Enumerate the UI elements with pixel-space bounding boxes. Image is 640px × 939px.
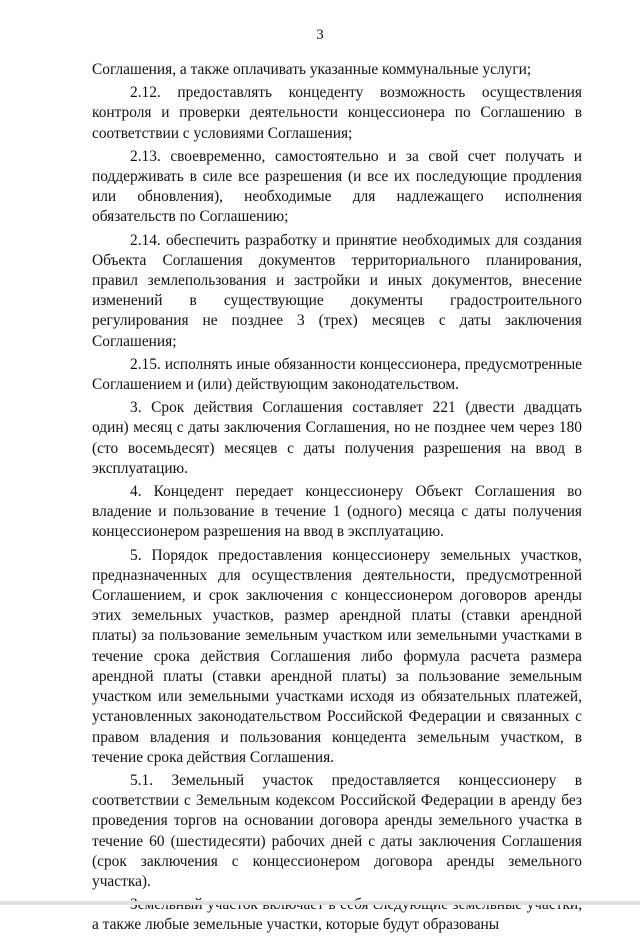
page-number: 3 — [316, 27, 324, 43]
paragraph-5-1: 5.1. Земельный участок предоставляется концессионеру в соответствии с Земельным кодексом Российской Федерации в аренду без проведения торгов на основании договора аренды земельного участка в течение 60 (шестидесяти) рабочих дней с даты заключения Соглашения (срок заключения с концессионером договора аренды земельного участка). — [92, 771, 582, 890]
paragraph-5: 5. Порядок предоставления концессионеру земельных участков, предназначенных для осуществления деятельности, предусмотренной Соглашением, и срок заключения с концессионером договоров аренды этих земельных участков, размер арендной платы (ставки арендной платы) за пользование земельным участком или земельными участками в течение срока действия Соглашения либо формула расчета размера арендной платы (ставки арендной платы) за пользование земельным участком или земельными участками исходя из обязательных платежей, установленных законодательством Российской Федерации и связанных с правом владения и пользования концедента земельным участком, в течение срока действия Соглашения. — [92, 546, 582, 766]
paragraph-2-15: 2.15. исполнять иные обязанности концессионера, предусмотренные Соглашением и (или) действующим законодательством. — [92, 355, 582, 394]
paragraph-4: 4. Концедент передает концессионеру Объект Соглашения во владение и пользование в течение 1 (одного) месяца с даты получения концессионером разрешения на ввод в эксплуатацию. — [92, 483, 582, 541]
paragraph-2-14: 2.14. обеспечить разработку и принятие необходимых для создания Объекта Соглашения документов территориального планирования, правил землепользования и застройки и иных документов, внесение изменений в существующие документы градостроительного регулирования не позднее 3 (трех) месяцев с даты заключения Соглашения; — [92, 231, 582, 350]
paragraph-continuation: Соглашения, а также оплачивать указанные коммунальные услуги; — [92, 61, 532, 78]
paragraph-2-13: 2.13. своевременно, самостоятельно и за свой счет получать и поддерживать в силе все разрешения (и все их последующие продления или обновления), необходимые для надлежащего исполнения обязательств по Соглашению; — [92, 147, 582, 226]
page-bottom-edge — [0, 901, 640, 905]
document-body — [92, 60, 582, 939]
paragraph-land-plots: а также любые земельные участки, которые будут образованы — [92, 916, 500, 934]
paragraph-2-12: 2.12. предоставлять концеденту возможность осуществления контроля и проверки деятельности концессионера по Соглашению в соответствии с условиями Соглашения; — [92, 84, 582, 142]
paragraph-3: 3. Срок действия Соглашения составляет 221 (двести двадцать один) месяц с даты заключения Соглашения, но не позднее чем через 180 (сто восемьдесят) месяцев с даты получения разрешения на ввод в эксплуатацию. — [92, 399, 582, 477]
